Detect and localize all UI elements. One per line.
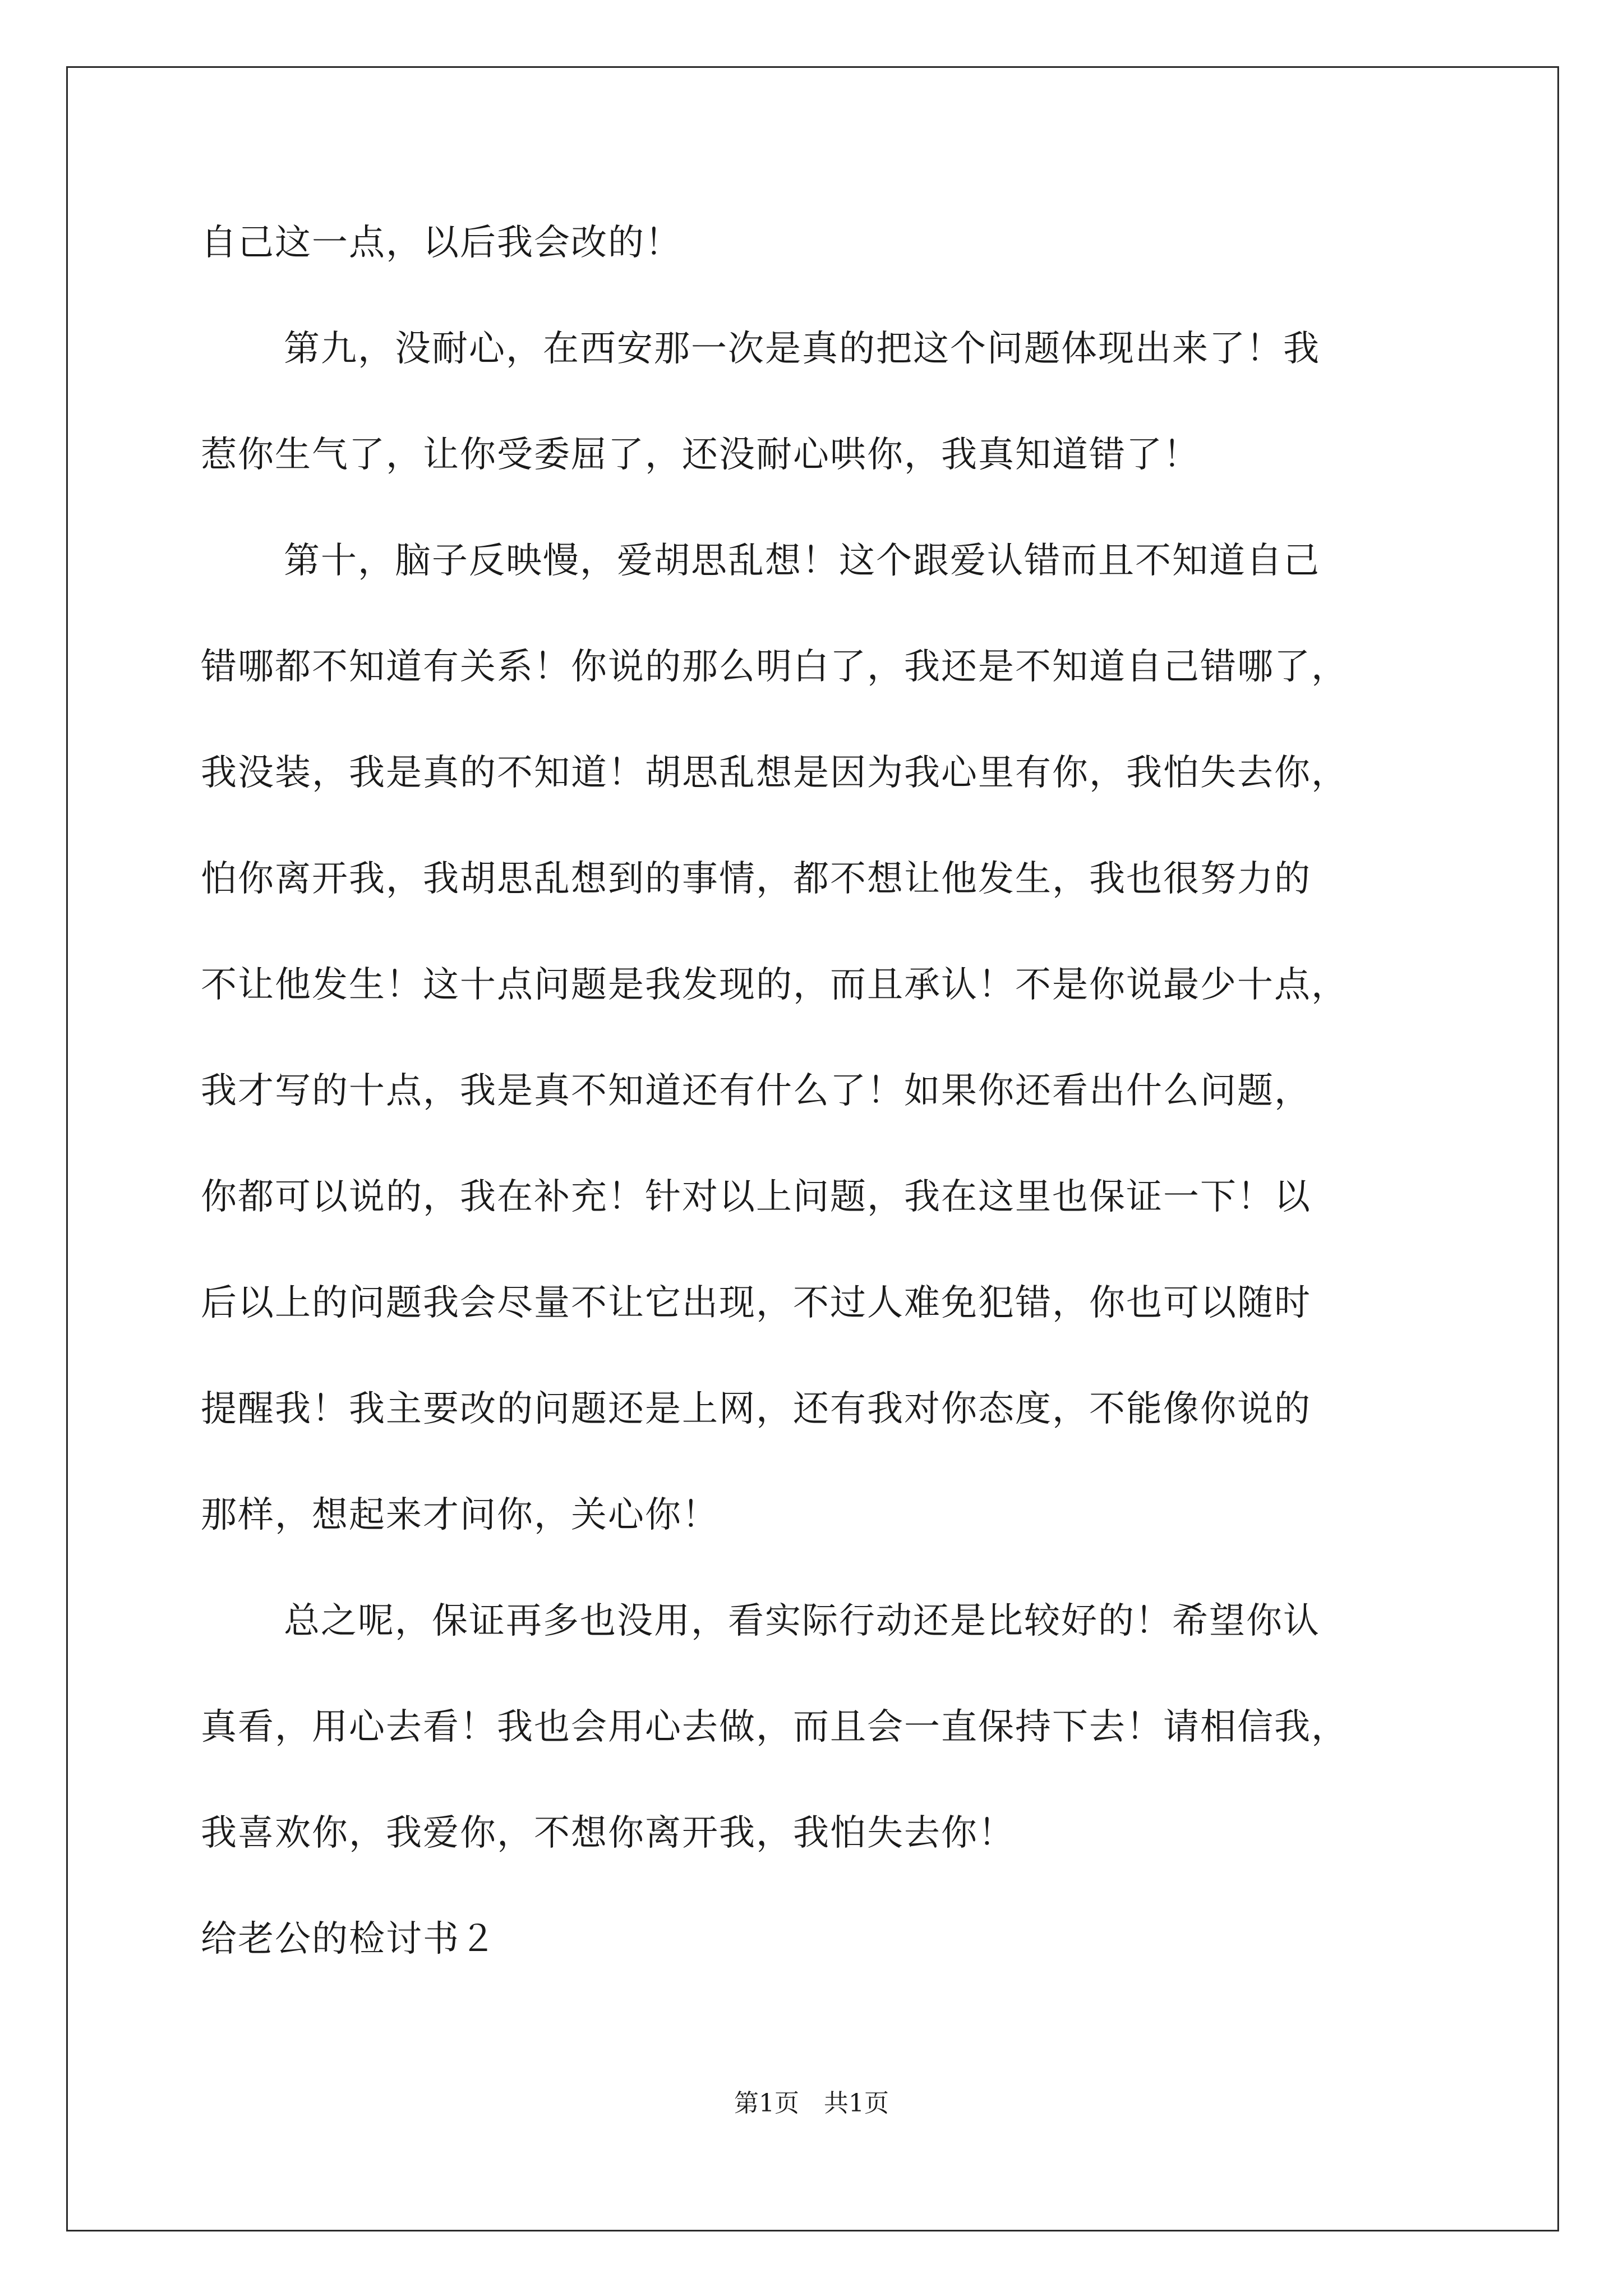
text-line: 后以上的问题我会尽量不让它出现，不过人难免犯错，你也可以随时 — [201, 1282, 1311, 1324]
text-line: 真看，用心去看！我也会用心去做，而且会一直保持下去！请相信我， — [201, 1706, 1348, 1748]
text-line: 总之呢，保证再多也没用，看实际行动还是比较好的！希望你认 — [284, 1600, 1320, 1642]
text-line: 我喜欢你，我爱你，不想你离开我，我怕失去你！ — [201, 1812, 1015, 1854]
text-line: 提醒我！我主要改的问题还是上网，还有我对你态度，不能像你说的 — [201, 1388, 1311, 1430]
text-line: 第十，脑子反映慢，爱胡思乱想！这个跟爱认错而且不知道自己 — [284, 540, 1320, 582]
text-line: 自己这一点，以后我会改的！ — [201, 222, 682, 264]
text-line: 怕你离开我，我胡思乱想到的事情，都不想让他发生，我也很努力的 — [201, 858, 1311, 900]
page-number-footer: 第1页 共1页 — [734, 2089, 889, 2118]
text-line: 那样，想起来才问你，关心你！ — [201, 1494, 719, 1536]
text-line: 我才写的十点，我是真不知道还有什么了！如果你还看出什么问题， — [201, 1070, 1311, 1112]
text-line: 惹你生气了，让你受委屈了，还没耐心哄你，我真知道错了！ — [201, 434, 1200, 476]
text-line: 我没装，我是真的不知道！胡思乱想是因为我心里有你，我怕失去你， — [201, 752, 1348, 794]
document-body — [201, 216, 1423, 2018]
text-line: 你都可以说的，我在补充！针对以上问题，我在这里也保证一下！以 — [201, 1176, 1311, 1218]
text-line: 不让他发生！这十点问题是我发现的，而且承认！不是你说最少十点， — [201, 964, 1348, 1006]
section-heading: 给老公的检讨书２ — [201, 1918, 497, 1960]
text-line: 错哪都不知道有关系！你说的那么明白了，我还是不知道自己错哪了， — [201, 646, 1348, 688]
text-line: 第九，没耐心，在西安那一次是真的把这个问题体现出来了！我 — [284, 328, 1320, 370]
